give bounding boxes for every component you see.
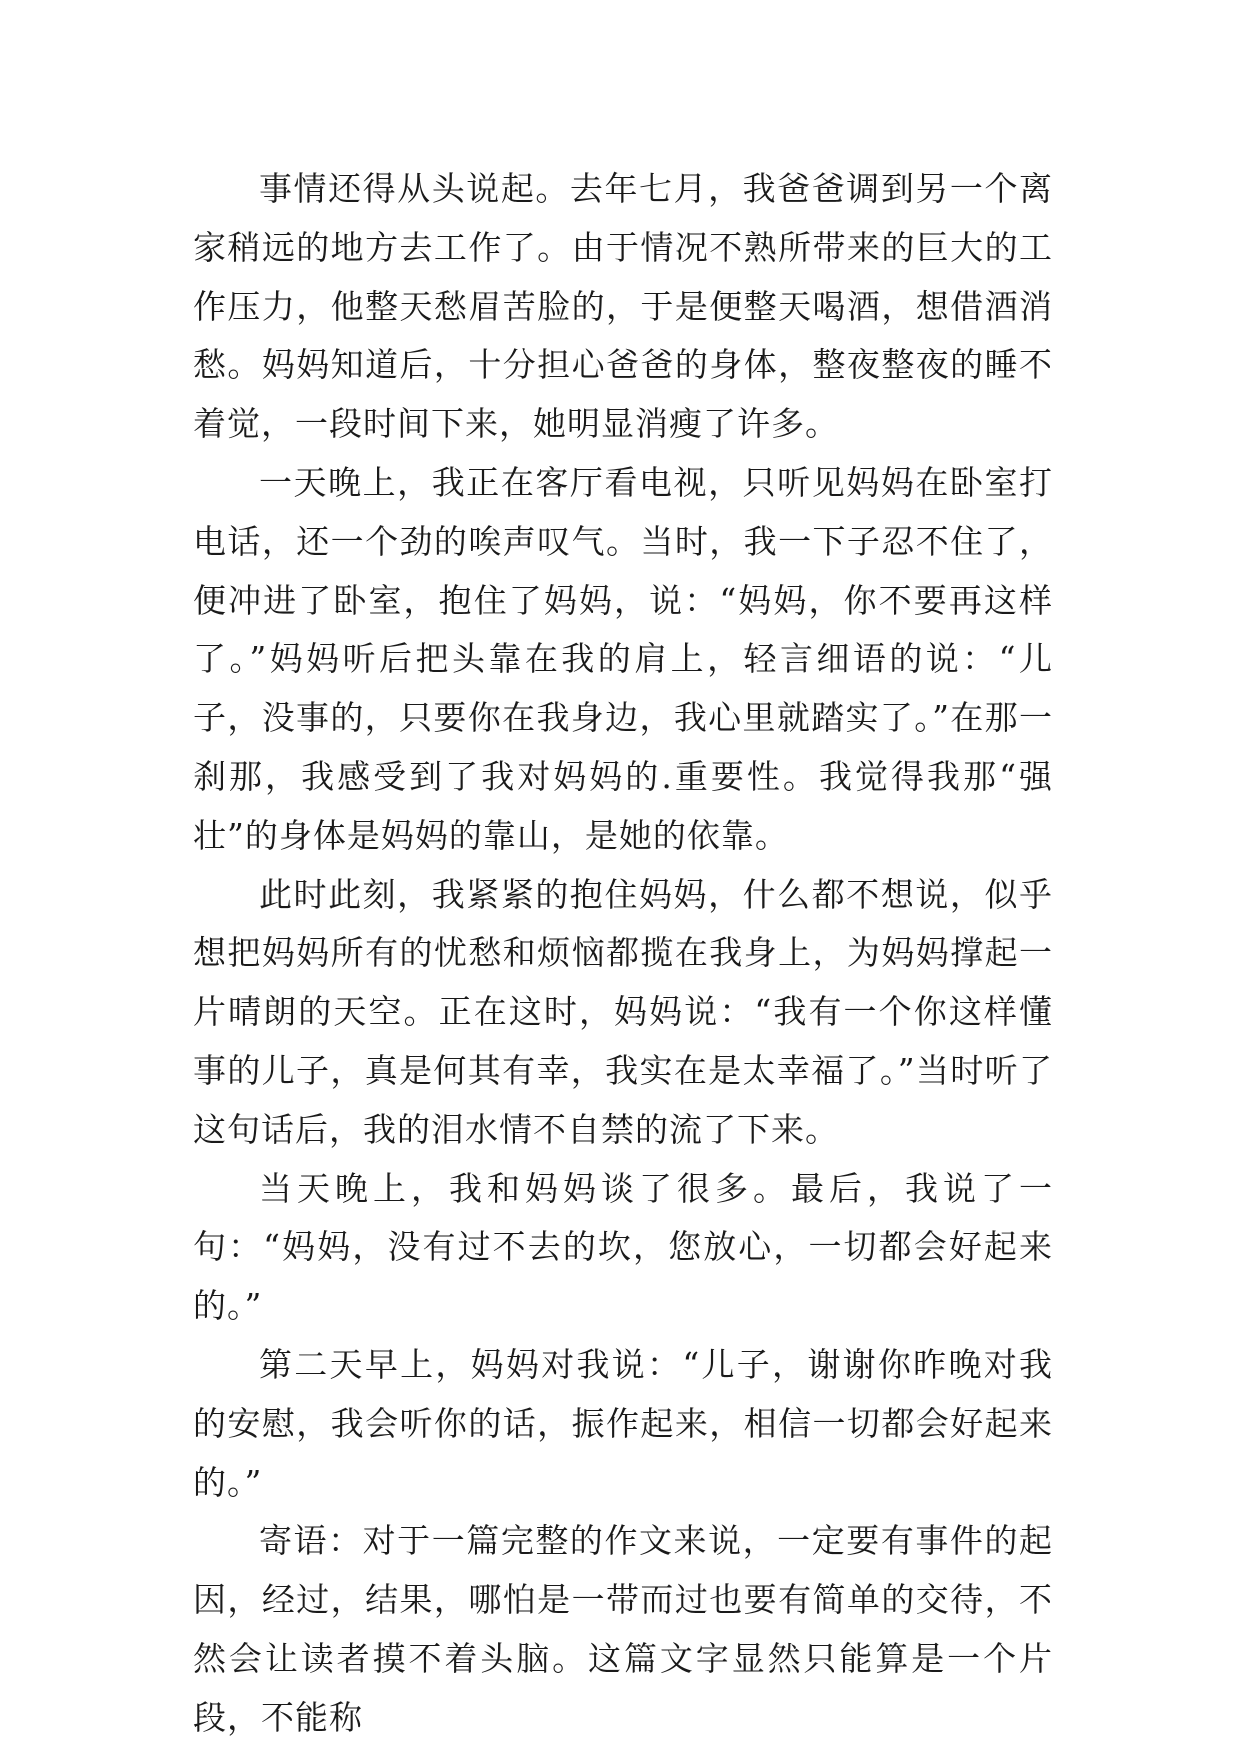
paragraph: 寄语：对于一篇完整的作文来说，一定要有事件的起因，经过，结果，哪怕是一带而过也要有简单的交待，不然会让读者摸不着头脑。这篇文字显然只能算是一个片段，不能称 xyxy=(193,1521,1053,1737)
paragraph: 一天晚上，我正在客厅看电视，只听见妈妈在卧室打电话，还一个劲的唉声叹气。当时，我一下子忍不住了，便冲进了卧室，抱住了妈妈，说：“妈妈，你不要再这样了。”妈妈听后把头靠在我的肩上，轻言细语的说：“儿子，没事的，只要你在我身边，我心里就踏实了。”在那一刹那，我感受到了我对妈妈的.重要性。我觉得我那“强壮”的身体是妈妈的靠山，是她的依靠。 xyxy=(193,462,1053,855)
document-body xyxy=(193,160,1053,1748)
paragraph: 第二天早上，妈妈对我说：“儿子，谢谢你昨晚对我的安慰，我会听你的话，振作起来，相信一切都会好起来的。” xyxy=(193,1344,1053,1502)
paragraph: 此时此刻，我紧紧的抱住妈妈，什么都不想说，似乎想把妈妈所有的忧愁和烦恼都揽在我身上，为妈妈撑起一片晴朗的天空。正在这时，妈妈说：“我有一个你这样懂事的儿子，真是何其有幸，我实在是太幸福了。”当时听了这句话后，我的泪水情不自禁的流了下来。 xyxy=(193,874,1053,1149)
paragraph: 事情还得从头说起。去年七月，我爸爸调到另一个离家稍远的地方去工作了。由于情况不熟所带来的巨大的工作压力，他整天愁眉苦脸的，于是便整天喝酒，想借酒消愁。妈妈知道后，十分担心爸爸的身体，整夜整夜的睡不着觉，一段时间下来，她明显消瘦了许多。 xyxy=(193,169,1053,444)
paragraph: 当天晚上，我和妈妈谈了很多。最后，我说了一句：“妈妈，没有过不去的坎，您放心，一切都会好起来的。” xyxy=(193,1168,1053,1326)
